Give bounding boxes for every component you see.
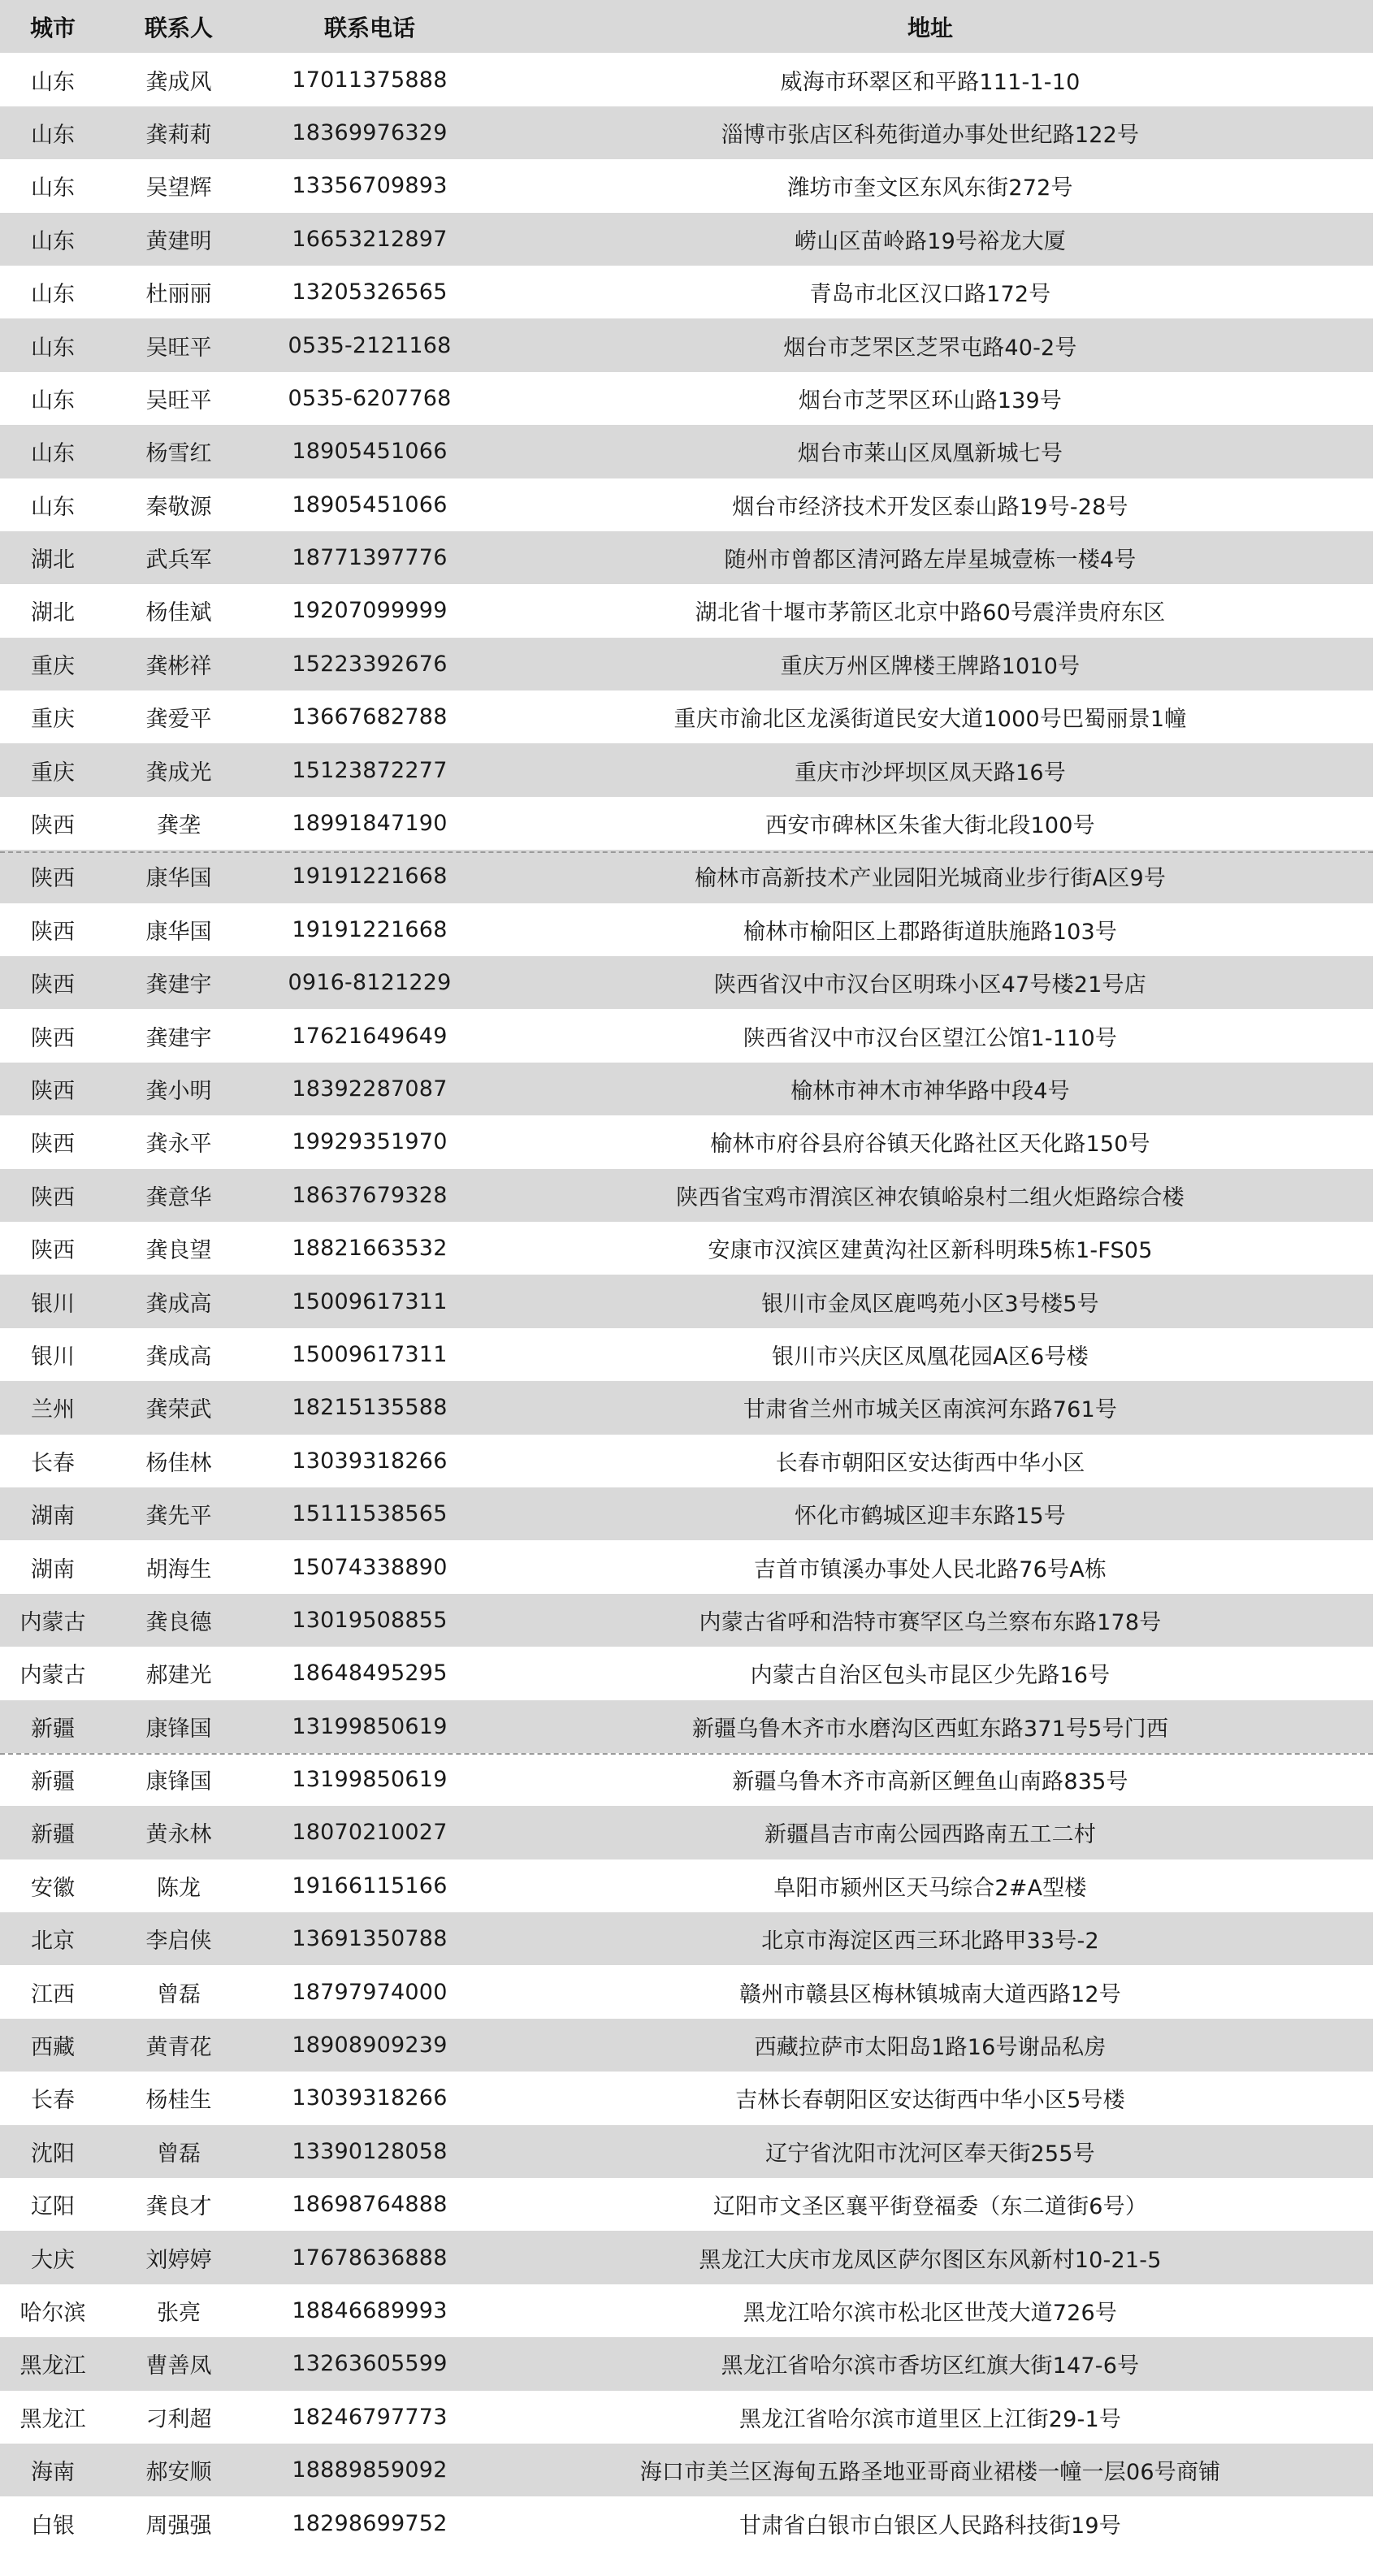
cell-phone: 0535-2121168 bbox=[288, 332, 452, 358]
cell-addr: 榆林市府谷县府谷镇天化路社区天化路150号 bbox=[710, 1132, 1150, 1158]
cell-phone: 13205326565 bbox=[292, 279, 448, 305]
cell-phone: 19929351970 bbox=[292, 1129, 448, 1155]
cell-phone: 18821663532 bbox=[292, 1236, 448, 1262]
cell-phone: 13199850619 bbox=[292, 1767, 448, 1793]
cell-addr: 辽宁省沈阳市沈河区奉天街255号 bbox=[765, 2141, 1095, 2167]
cell-contact: 龚荣武 bbox=[145, 1397, 212, 1423]
cell-addr: 吉首市镇溪办事处人民北路76号A栋 bbox=[753, 1556, 1107, 1582]
cell-contact: 龚小明 bbox=[145, 1079, 212, 1104]
cell-phone: 19166115166 bbox=[292, 1872, 448, 1898]
cell-phone: 15009617311 bbox=[292, 1288, 448, 1314]
cell-phone: 18905451066 bbox=[292, 491, 448, 517]
cell-phone: 13199850619 bbox=[292, 1713, 448, 1739]
cell-addr: 陕西省汉中市汉台区明珠小区47号楼21号店 bbox=[714, 972, 1146, 998]
table-row bbox=[0, 956, 1373, 1009]
cell-city: 湖北 bbox=[31, 600, 75, 626]
cell-addr: 重庆万州区牌楼王牌路1010号 bbox=[780, 653, 1081, 679]
cell-city: 沈阳 bbox=[31, 2141, 75, 2167]
cell-city: 黑龙江 bbox=[19, 2353, 86, 2379]
cell-city: 山东 bbox=[31, 335, 75, 361]
header-city: 城市 bbox=[29, 14, 76, 41]
cell-city: 山东 bbox=[31, 69, 75, 95]
cell-phone: 13263605599 bbox=[292, 2351, 448, 2377]
cell-addr: 内蒙古自治区包头市昆区少先路16号 bbox=[750, 1663, 1111, 1689]
cell-addr: 黑龙江哈尔滨市松北区世茂大道726号 bbox=[743, 2300, 1118, 2326]
cell-city: 江西 bbox=[31, 1981, 75, 2007]
cell-contact: 张亮 bbox=[157, 2300, 201, 2326]
cell-city: 银川 bbox=[31, 1344, 75, 1370]
cell-contact: 曹善凤 bbox=[145, 2353, 212, 2379]
cell-phone: 19191221668 bbox=[292, 864, 448, 890]
cell-city: 山东 bbox=[31, 387, 75, 413]
cell-contact: 龚成高 bbox=[145, 1291, 212, 1317]
table-row bbox=[0, 1594, 1373, 1647]
table-row bbox=[0, 1647, 1373, 1699]
cell-addr: 烟台市经济技术开发区泰山路19号-28号 bbox=[732, 494, 1128, 520]
table-row bbox=[0, 1435, 1373, 1487]
cell-city: 银川 bbox=[31, 1291, 75, 1317]
cell-city: 内蒙古 bbox=[19, 1663, 86, 1689]
cell-city: 内蒙古 bbox=[19, 1609, 86, 1635]
cell-city: 山东 bbox=[31, 282, 75, 308]
cell-contact: 黄永林 bbox=[145, 1822, 212, 1848]
cell-city: 新疆 bbox=[31, 1716, 75, 1742]
cell-contact: 康锋国 bbox=[145, 1769, 212, 1795]
cell-contact: 龚成光 bbox=[145, 760, 212, 786]
cell-contact: 龚建宇 bbox=[145, 972, 212, 998]
cell-contact: 龚成风 bbox=[145, 69, 212, 95]
table-row bbox=[0, 1965, 1373, 2018]
cell-contact: 周强强 bbox=[145, 2513, 212, 2539]
cell-addr: 新疆乌鲁木齐市高新区鲤鱼山南路835号 bbox=[732, 1769, 1128, 1795]
cell-city: 西藏 bbox=[31, 2035, 75, 2061]
cell-city: 辽阳 bbox=[31, 2194, 75, 2220]
cell-city: 湖北 bbox=[31, 548, 75, 574]
table-row bbox=[0, 2284, 1373, 2337]
table-row bbox=[0, 53, 1373, 106]
cell-addr: 烟台市莱山区凤凰新城七号 bbox=[797, 441, 1063, 467]
cell-phone: 17621649649 bbox=[292, 1023, 448, 1049]
cell-contact: 杨佳林 bbox=[145, 1450, 212, 1476]
table-row bbox=[0, 425, 1373, 478]
cell-contact: 龚意华 bbox=[145, 1184, 212, 1210]
table-row bbox=[0, 2337, 1373, 2390]
page-break-divider bbox=[0, 851, 1373, 853]
cell-phone: 15123872277 bbox=[292, 757, 448, 783]
cell-contact: 杨佳斌 bbox=[145, 600, 212, 626]
table-row bbox=[0, 1806, 1373, 1859]
cell-addr: 阜阳市颍州区天马综合2#A型楼 bbox=[773, 1875, 1087, 1901]
cell-addr: 长春市朝阳区安达街西中华小区 bbox=[775, 1450, 1085, 1476]
table-row bbox=[0, 2072, 1373, 2124]
cell-phone: 18771397776 bbox=[292, 545, 448, 571]
cell-phone: 13390128058 bbox=[292, 2138, 448, 2164]
cell-addr: 怀化市鹤城区迎丰东路15号 bbox=[795, 1504, 1066, 1530]
cell-contact: 龚莉莉 bbox=[145, 122, 212, 148]
cell-phone: 13019508855 bbox=[292, 1607, 448, 1633]
cell-phone: 18215135588 bbox=[292, 1395, 448, 1421]
cell-phone: 18991847190 bbox=[292, 811, 448, 837]
table-row bbox=[0, 2496, 1373, 2549]
table-row bbox=[0, 531, 1373, 584]
cell-phone: 18846689993 bbox=[292, 2297, 448, 2323]
cell-addr: 崂山区苗岭路19号裕龙大厦 bbox=[795, 228, 1066, 254]
cell-phone: 15009617311 bbox=[292, 1341, 448, 1367]
cell-addr: 西安市碑林区朱雀大街北段100号 bbox=[765, 813, 1095, 839]
page-break-divider bbox=[0, 1753, 1373, 1755]
cell-city: 长春 bbox=[31, 2088, 75, 2114]
cell-contact: 胡海生 bbox=[145, 1556, 212, 1582]
cell-contact: 曾磊 bbox=[157, 2141, 201, 2167]
cell-phone: 18889859092 bbox=[292, 2457, 448, 2483]
cell-addr: 甘肃省兰州市城关区南滨河东路761号 bbox=[743, 1397, 1118, 1423]
cell-phone: 17011375888 bbox=[292, 67, 448, 93]
cell-addr: 安康市汉滨区建黄沟社区新科明珠5栋1-FS05 bbox=[708, 1238, 1153, 1264]
cell-contact: 郝建光 bbox=[145, 1663, 212, 1689]
cell-contact: 黄青花 bbox=[145, 2035, 212, 2061]
table-row bbox=[0, 1009, 1373, 1062]
cell-addr: 新疆乌鲁木齐市水磨沟区西虹东路371号5号门西 bbox=[691, 1716, 1169, 1742]
cell-contact: 龚成高 bbox=[145, 1344, 212, 1370]
table-row bbox=[0, 478, 1373, 531]
cell-phone: 18637679328 bbox=[292, 1182, 448, 1208]
cell-addr: 威海市环翠区和平路111-1-10 bbox=[780, 69, 1081, 95]
cell-city: 重庆 bbox=[31, 653, 75, 679]
cell-phone: 13039318266 bbox=[292, 2085, 448, 2111]
table-row bbox=[0, 106, 1373, 159]
cell-contact: 刁利超 bbox=[145, 2406, 212, 2432]
cell-addr: 银川市兴庆区凤凰花园A区6号楼 bbox=[772, 1344, 1089, 1370]
table-row bbox=[0, 1381, 1373, 1434]
cell-city: 白银 bbox=[31, 2513, 75, 2539]
cell-phone: 19191221668 bbox=[292, 916, 448, 942]
cell-phone: 18369976329 bbox=[292, 119, 448, 145]
table-row bbox=[0, 1487, 1373, 1540]
cell-city: 陕西 bbox=[31, 972, 75, 998]
cell-addr: 辽阳市文圣区襄平街登福委（东二道街6号） bbox=[712, 2194, 1148, 2220]
cell-contact: 龚垄 bbox=[157, 813, 201, 839]
cell-addr: 湖北省十堰市茅箭区北京中路60号震洋贵府东区 bbox=[695, 600, 1166, 626]
cell-addr: 陕西省宝鸡市渭滨区神农镇峪泉村二组火炬路综合楼 bbox=[676, 1184, 1185, 1210]
table-body bbox=[0, 53, 1373, 2549]
cell-contact: 龚良望 bbox=[145, 1238, 212, 1264]
cell-addr: 黑龙江省哈尔滨市道里区上江街29-1号 bbox=[738, 2406, 1122, 2432]
cell-phone: 15074338890 bbox=[292, 1554, 448, 1580]
cell-phone: 15111538565 bbox=[292, 1501, 448, 1527]
cell-addr: 陕西省汉中市汉台区望江公馆1-110号 bbox=[743, 1025, 1118, 1051]
cell-contact: 李启侠 bbox=[145, 1929, 212, 1955]
table-row bbox=[0, 1275, 1373, 1327]
cell-contact: 龚先平 bbox=[145, 1504, 212, 1530]
cell-contact: 康华国 bbox=[145, 919, 212, 945]
table-row bbox=[0, 850, 1373, 903]
cell-contact: 龚爱平 bbox=[145, 707, 212, 733]
table-row bbox=[0, 584, 1373, 637]
table-row bbox=[0, 1063, 1373, 1115]
cell-city: 陕西 bbox=[31, 866, 75, 892]
cell-phone: 13039318266 bbox=[292, 1448, 448, 1474]
cell-contact: 曾磊 bbox=[157, 1981, 201, 2007]
table-header-row bbox=[0, 0, 1373, 53]
cell-city: 山东 bbox=[31, 441, 75, 467]
table-row bbox=[0, 2444, 1373, 2496]
cell-contact: 刘婷婷 bbox=[145, 2247, 212, 2273]
cell-contact: 郝安顺 bbox=[145, 2460, 212, 2486]
table-row bbox=[0, 1540, 1373, 1593]
cell-phone: 0535-6207768 bbox=[288, 385, 452, 411]
cell-addr: 北京市海淀区西三环北路甲33号-2 bbox=[761, 1929, 1099, 1955]
cell-city: 陕西 bbox=[31, 1132, 75, 1158]
table-row bbox=[0, 1115, 1373, 1168]
table-row bbox=[0, 691, 1373, 743]
table-row bbox=[0, 743, 1373, 796]
cell-phone: 18797974000 bbox=[292, 1979, 448, 2005]
cell-city: 山东 bbox=[31, 122, 75, 148]
cell-contact: 秦敬源 bbox=[145, 494, 212, 520]
cell-phone: 19207099999 bbox=[292, 598, 448, 624]
cell-city: 陕西 bbox=[31, 1025, 75, 1051]
cell-phone: 0916-8121229 bbox=[288, 970, 452, 996]
cell-city: 陕西 bbox=[31, 919, 75, 945]
cell-city: 海南 bbox=[31, 2460, 75, 2486]
table-row bbox=[0, 1700, 1373, 1753]
cell-contact: 龚永平 bbox=[145, 1132, 212, 1158]
cell-contact: 康锋国 bbox=[145, 1716, 212, 1742]
cell-contact: 吴旺平 bbox=[145, 335, 212, 361]
table-row bbox=[0, 318, 1373, 371]
cell-city: 大庆 bbox=[31, 2247, 75, 2273]
cell-phone: 13691350788 bbox=[292, 1926, 448, 1952]
table-row bbox=[0, 2391, 1373, 2444]
cell-addr: 随州市曾都区清河路左岸星城壹栋一楼4号 bbox=[724, 548, 1137, 574]
table-row bbox=[0, 2178, 1373, 2231]
cell-phone: 15223392676 bbox=[292, 651, 448, 677]
cell-contact: 陈龙 bbox=[157, 1875, 201, 1901]
cell-addr: 榆林市高新技术产业园阳光城商业步行街A区9号 bbox=[694, 866, 1167, 892]
cell-contact: 杜丽丽 bbox=[145, 282, 212, 308]
cell-addr: 银川市金凤区鹿鸣苑小区3号楼5号 bbox=[761, 1291, 1099, 1317]
table-row bbox=[0, 1169, 1373, 1222]
cell-contact: 龚良德 bbox=[145, 1609, 212, 1635]
cell-addr: 内蒙古省呼和浩特市赛罕区乌兰察布东路178号 bbox=[699, 1609, 1162, 1635]
cell-addr: 重庆市渝北区龙溪街道民安大道1000号巴蜀丽景1幢 bbox=[674, 707, 1187, 733]
table-row bbox=[0, 1328, 1373, 1381]
cell-addr: 黑龙江省哈尔滨市香坊区红旗大街147-6号 bbox=[721, 2353, 1140, 2379]
table-row bbox=[0, 1222, 1373, 1275]
table-row bbox=[0, 2125, 1373, 2178]
cell-contact: 龚建宇 bbox=[145, 1025, 212, 1051]
cell-city: 湖南 bbox=[31, 1556, 75, 1582]
table-row bbox=[0, 2231, 1373, 2284]
table-row bbox=[0, 903, 1373, 956]
cell-phone: 16653212897 bbox=[292, 226, 448, 252]
cell-contact: 杨桂生 bbox=[145, 2088, 212, 2114]
table-row bbox=[0, 797, 1373, 850]
cell-phone: 13356709893 bbox=[292, 173, 448, 199]
cell-city: 山东 bbox=[31, 228, 75, 254]
table-row bbox=[0, 372, 1373, 425]
header-address: 地址 bbox=[907, 14, 953, 41]
cell-city: 安徽 bbox=[31, 1875, 75, 1901]
cell-addr: 海口市美兰区海甸五路圣地亚哥商业裙楼一幢一层06号商铺 bbox=[639, 2460, 1221, 2486]
cell-phone: 17678636888 bbox=[292, 2245, 448, 2271]
cell-contact: 武兵军 bbox=[145, 548, 212, 574]
cell-phone: 18392287087 bbox=[292, 1076, 448, 1102]
cell-addr: 淄博市张店区科苑街道办事处世纪路122号 bbox=[721, 122, 1140, 148]
table-row bbox=[0, 266, 1373, 318]
cell-contact: 吴望辉 bbox=[145, 175, 212, 201]
cell-city: 陕西 bbox=[31, 1184, 75, 1210]
cell-city: 陕西 bbox=[31, 1238, 75, 1264]
cell-city: 山东 bbox=[31, 175, 75, 201]
cell-contact: 吴旺平 bbox=[145, 387, 212, 413]
cell-contact: 龚彬祥 bbox=[145, 653, 212, 679]
cell-city: 山东 bbox=[31, 494, 75, 520]
cell-city: 湖南 bbox=[31, 1504, 75, 1530]
cell-phone: 18698764888 bbox=[292, 2192, 448, 2218]
header-phone: 联系电话 bbox=[323, 14, 415, 41]
cell-contact: 黄建明 bbox=[145, 228, 212, 254]
cell-phone: 18908909239 bbox=[292, 2033, 448, 2059]
cell-contact: 龚良才 bbox=[145, 2194, 212, 2220]
cell-city: 新疆 bbox=[31, 1769, 75, 1795]
cell-addr: 黑龙江大庆市龙凤区萨尔图区东风新村10-21-5 bbox=[699, 2247, 1162, 2273]
cell-contact: 杨雪红 bbox=[145, 441, 212, 467]
cell-city: 哈尔滨 bbox=[19, 2300, 86, 2326]
cell-city: 重庆 bbox=[31, 707, 75, 733]
cell-addr: 赣州市赣县区梅林镇城南大道西路12号 bbox=[739, 1981, 1121, 2007]
cell-phone: 18246797773 bbox=[292, 2404, 448, 2430]
cell-addr: 新疆昌吉市南公园西路南五工二村 bbox=[764, 1822, 1096, 1848]
cell-addr: 烟台市芝罘区芝罘屯路40-2号 bbox=[783, 335, 1077, 361]
cell-city: 黑龙江 bbox=[19, 2406, 86, 2432]
table-row bbox=[0, 1753, 1373, 1806]
cell-phone: 13667682788 bbox=[292, 704, 448, 730]
table-row bbox=[0, 159, 1373, 212]
cell-contact: 康华国 bbox=[145, 866, 212, 892]
cell-city: 新疆 bbox=[31, 1822, 75, 1848]
cell-city: 陕西 bbox=[31, 813, 75, 839]
cell-city: 兰州 bbox=[31, 1397, 75, 1423]
cell-city: 长春 bbox=[31, 1450, 75, 1476]
table-row bbox=[0, 1859, 1373, 1912]
cell-city: 陕西 bbox=[31, 1079, 75, 1104]
table-row bbox=[0, 213, 1373, 266]
cell-addr: 烟台市芝罘区环山路139号 bbox=[798, 387, 1063, 413]
cell-phone: 18905451066 bbox=[292, 439, 448, 465]
cell-addr: 榆林市神木市神华路中段4号 bbox=[790, 1079, 1070, 1104]
cell-addr: 西藏拉萨市太阳岛1路16号谢品私房 bbox=[754, 2035, 1107, 2061]
header-contact: 联系人 bbox=[144, 14, 213, 41]
cell-addr: 吉林长春朝阳区安达街西中华小区5号楼 bbox=[735, 2088, 1125, 2114]
cell-phone: 18070210027 bbox=[292, 1820, 448, 1846]
cell-addr: 青岛市北区汉口路172号 bbox=[809, 282, 1051, 308]
table-row bbox=[0, 2019, 1373, 2072]
cell-addr: 榆林市榆阳区上郡路街道肤施路103号 bbox=[743, 919, 1118, 945]
cell-phone: 18298699752 bbox=[292, 2510, 448, 2536]
cell-addr: 潍坊市奎文区东风东街272号 bbox=[787, 175, 1073, 201]
cell-addr: 重庆市沙坪坝区凤天路16号 bbox=[795, 760, 1066, 786]
cell-city: 重庆 bbox=[31, 760, 75, 786]
cell-phone: 18648495295 bbox=[292, 1660, 448, 1686]
table-row bbox=[0, 638, 1373, 691]
cell-city: 北京 bbox=[31, 1929, 75, 1955]
table-row bbox=[0, 1912, 1373, 1965]
cell-addr: 甘肃省白银市白银区人民路科技街19号 bbox=[739, 2513, 1121, 2539]
